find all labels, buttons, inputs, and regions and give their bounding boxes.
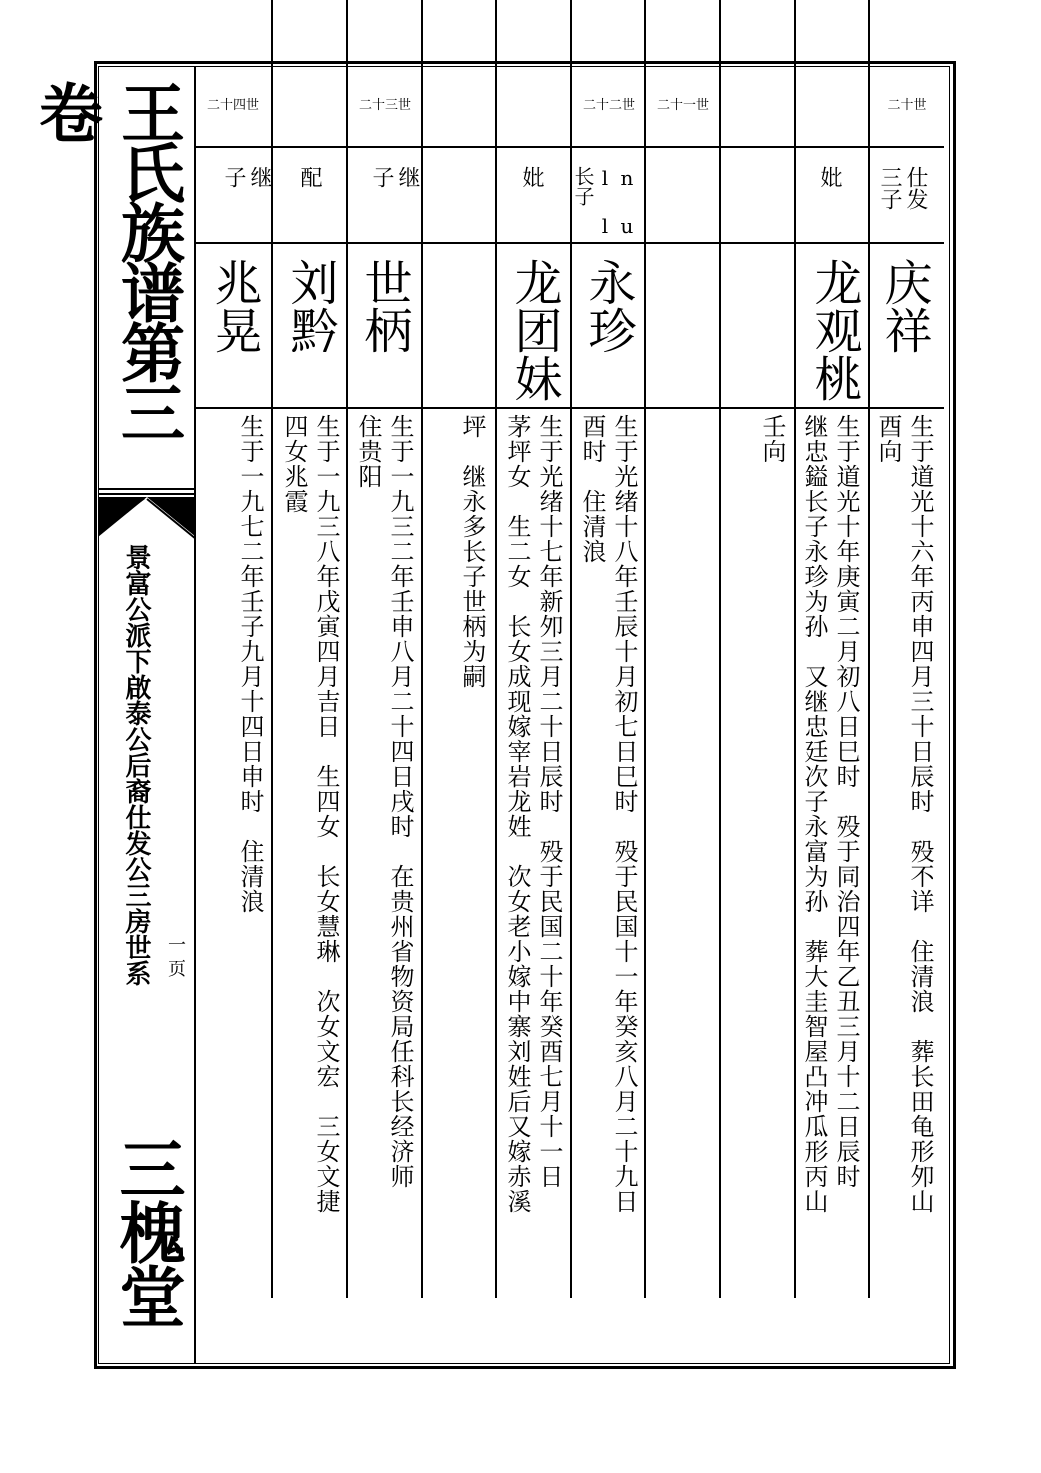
relation-label: n u l l 长子 — [571, 166, 639, 238]
biography: 生于一九三八年戊寅四月吉日 生四女 长女慧琳 次女文宏 三女文捷 四女兆霞 — [280, 414, 340, 1214]
person-name: 永珍 — [580, 258, 636, 354]
relation-label: 继 子 — [221, 166, 272, 188]
person-name: 龙观桃 — [806, 258, 862, 402]
biography: 生于道光十六年丙申四月三十日辰时 殁不详 住清浪 葬长田龟形夘山 酉向 — [874, 414, 934, 1214]
biography: 生于一九七二年壬子九月十四日申时 住清浪 — [236, 414, 264, 914]
relation-label: 仕发 三子 — [877, 166, 928, 210]
page-number: 一页 — [165, 935, 186, 983]
relation-label: 配 — [297, 166, 322, 188]
generation-label: 二十三世 — [358, 98, 411, 113]
person-name: 龙团妹 — [506, 258, 562, 402]
biography: 生于光绪十八年壬辰十月初七日巳时 殁于民国十一年癸亥八月二十九日 酉时 住清浪 — [578, 414, 638, 1214]
biography: 坪 继永多长子世柄为嗣 — [458, 414, 486, 689]
generation-label: 二十世 — [887, 98, 927, 113]
generation-label: 二十二世 — [582, 98, 635, 113]
person-name: 世柄 — [356, 258, 412, 354]
generation-label: 二十一世 — [656, 98, 709, 113]
relation-label: 妣 — [519, 166, 544, 188]
title-divider — [98, 488, 196, 490]
fish-tail-ornament — [98, 497, 196, 547]
column-divider — [646, 0, 721, 1298]
relation-label: 继 子 — [369, 166, 420, 188]
hall-name: 三槐堂 — [108, 1135, 186, 1327]
biography: 生于道光十年庚寅二月初八日巳时 殁于同治四年乙丑三月十二日辰时 继忠鎰长子永珍为孙 又继忠廷次子永富为孙 葬大圭智屋凸冲瓜形丙山 — [800, 414, 860, 1214]
person-name: 刘黔 — [282, 258, 338, 354]
lineage-heading: 景富公派下啟泰公后裔仕发公三房世系 — [121, 544, 151, 986]
biography: 生于光绪十七年新夘三月二十日辰时 殁于民国二十年癸酉七月十一日 茅坪女 生二女 长女成现嫁宰岩龙姓 次女老小嫁中寨刘姓后又嫁赤溪 — [503, 414, 563, 1214]
book-title: 王氏族谱第三卷 — [28, 80, 185, 440]
generation-label: 二十四世 — [206, 98, 259, 113]
title-divider — [98, 493, 196, 495]
biography: 生于一九三二年壬申八月二十四日戌时 在贵州省物资局任科长经济师 住贵阳 — [354, 414, 414, 1189]
person-name: 庆祥 — [876, 258, 932, 354]
person-name: 兆晃 — [206, 258, 262, 354]
biography: 壬向 — [758, 414, 786, 464]
relation-label: 妣 — [817, 166, 842, 188]
